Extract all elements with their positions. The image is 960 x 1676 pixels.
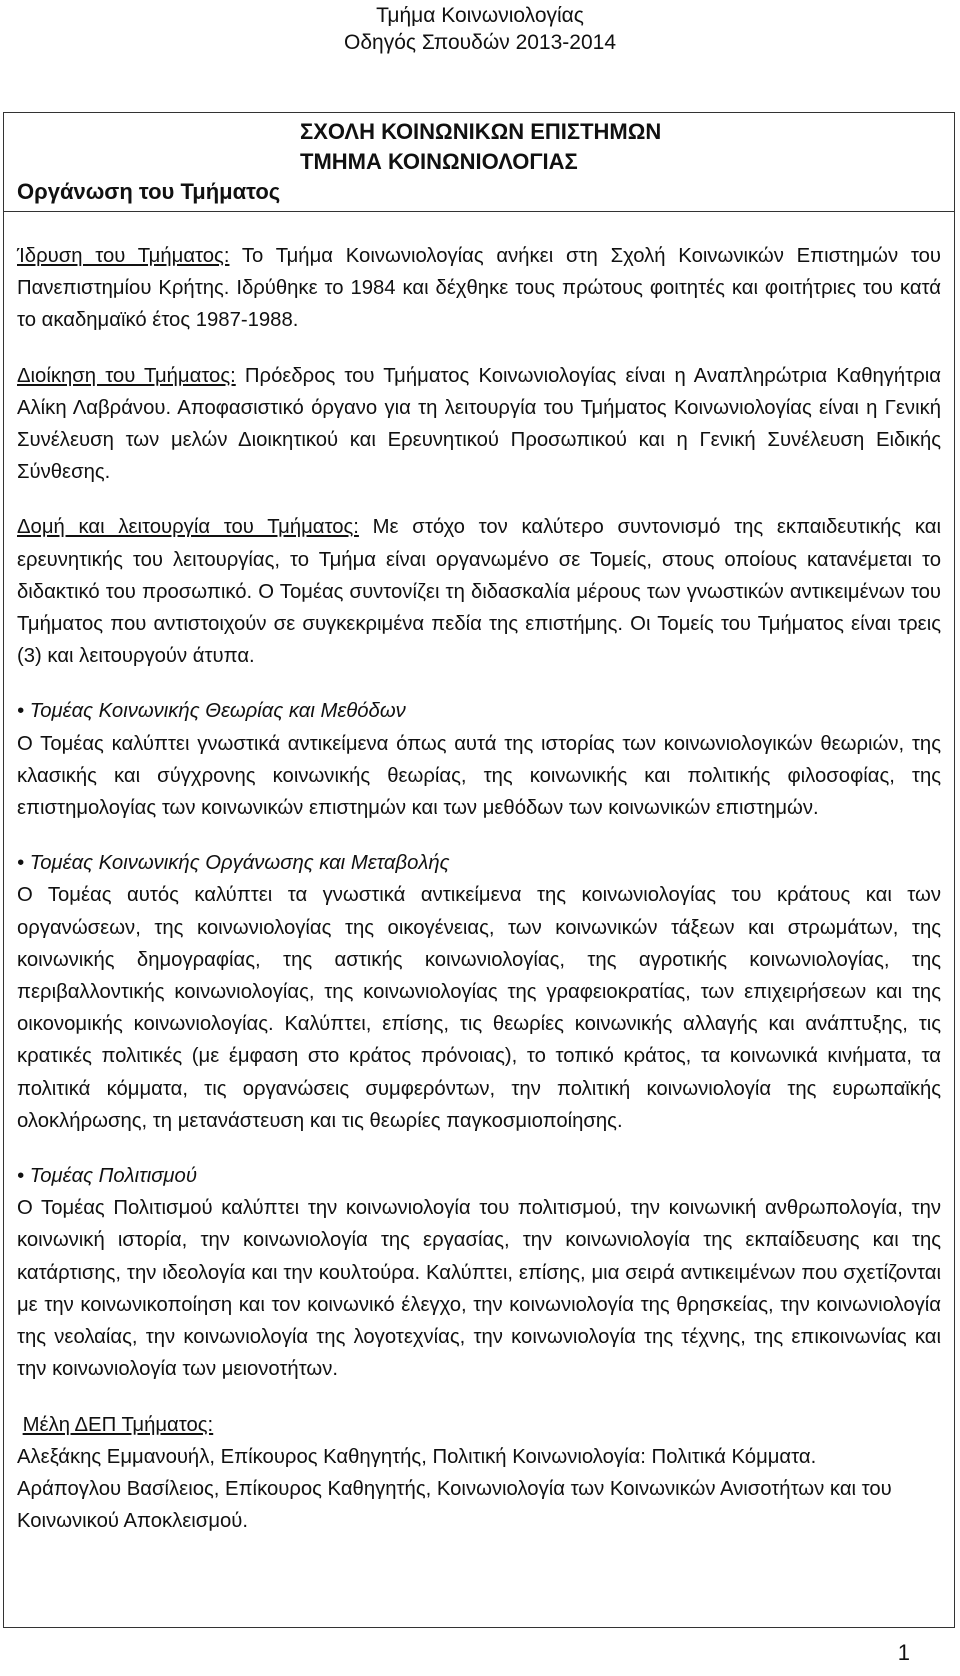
- administration-label: Διοίκηση του Τμήματος:: [17, 364, 236, 387]
- sector-block: [17, 1160, 941, 1385]
- school-name: ΣΧΟΛΗ ΚΟΙΝΩΝΙΚΩΝ ΕΠΙΣΤΗΜΩΝ: [300, 119, 662, 144]
- sector-title: • Τομέας Κοινωνικής Οργάνωσης και Μεταβολής: [17, 852, 450, 875]
- running-header: [0, 0, 960, 56]
- structure-paragraph: [17, 511, 941, 672]
- school-heading: [300, 117, 661, 177]
- body-content: [17, 240, 941, 1537]
- department-name: ΤΜΗΜΑ ΚΟΙΝΩΝΙΟΛΟΓΙΑΣ: [300, 149, 578, 174]
- sector-title: • Τομέας Κοινωνικής Θεωρίας και Μεθόδων: [17, 700, 406, 723]
- sector-text: Ο Τομέας καλύπτει γνωστικά αντικείμενα όπως αυτά της ιστορίας των κοινωνιολογικών θεωριών, της κλασικής και σύγχρονης κοινωνικής θεωρίας, της κοινωνικής και πολιτικής φιλοσοφίας, της επιστημολογίας των κοινωνικών επιστημών και των μεθόδων των κοινωνικών επιστημών.: [17, 732, 941, 820]
- founding-text: Το Τμήμα Κοινωνιολογίας ανήκει στη Σχολή Κοινωνικών Επιστημών του Πανεπιστημίου Κρήτης. Ιδρύθηκε το 1984 και δέχθηκε τους πρώτους φοιτητές και φοιτήτριες του κατά το ακαδημαϊκό έτος 1987-1988.: [17, 245, 941, 332]
- section-title: Οργάνωση του Τμήματος: [17, 179, 281, 204]
- content-frame: [3, 112, 955, 1628]
- sector-block: [17, 695, 941, 824]
- founding-label: Ίδρυση του Τμήματος:: [17, 245, 230, 267]
- member-entry: Αλεξάκης Εμμανουήλ, Επίκουρος Καθηγητής, Πολιτική Κοινωνιολογία: Πολιτικά Κόμματα.: [17, 1445, 817, 1468]
- sector-block: [17, 847, 941, 1137]
- administration-paragraph: [17, 360, 941, 489]
- faculty-members: [17, 1409, 941, 1538]
- administration-text: Πρόεδρος του Τμήματος Κοινωνιολογίας είναι η Αναπληρώτρια Καθηγήτρια Αλίκη Λαβράνου. Αποφασιστικό όργανο για τη λειτουργία του Τμήματος Κοινωνιολογίας είναι η Γενική Συνέλευση των μελών Διοικητικού και Ερευνητικού Προσωπικού και η Γενική Συνέλευση Ειδικής Σύνθεσης.: [17, 364, 941, 484]
- structure-text: Με στόχο τον καλύτερο συντονισμό της εκπαιδευτικής και ερευνητικής του λειτουργίας, το Τμήμα είναι οργανωμένο σε Τομείς, στους οποίους κατανέμεται το διδακτικό του προσωπικό. Ο Τομέας συντονίζει τη διδασκαλία μέρους των γνωστικών αντικειμένων του Τμήματος που αντιστοιχούν σε συγκεκριμένα πεδία της επιστήμης. Οι Τομείς του Τμήματος είναι τρεις (3) και λειτουργούν άτυπα.: [17, 516, 941, 668]
- header-guide-title: Οδηγός Σπουδών 2013-2014: [343, 31, 616, 54]
- page-number: 1: [897, 1640, 910, 1665]
- header-department: Τμήμα Κοινωνιολογίας: [376, 4, 584, 27]
- founding-paragraph: [17, 240, 941, 337]
- sector-text: Ο Τομέας Πολιτισμού καλύπτει την κοινωνιολογία του πολιτισμού, την κοινωνική ανθρωπολογία, την κοινωνική ιστορία, την κοινωνιολογία της εργασίας, την κοινωνιολογία της εκπαίδευσης και της κατάρτισης, την ιδεολογία και την κουλτούρα. Καλύπτει, επίσης, μια σειρά αντικειμένων που σχετίζονται με την κοινωνικοποίηση και τον κοινωνικό έλεγχο, την κοινωνιολογία της θρησκείας, την κοινωνιολογία της νεολαίας, την κοινωνιολογία της λογοτεχνίας, την κοινωνιολογία της τέχνης, της επικοινωνίας και την κοινωνιολογία των μειονοτήτων.: [17, 1197, 941, 1381]
- structure-label: Δομή και λειτουργία του Τμήματος:: [17, 516, 359, 539]
- member-entry: Αράπογλου Βασίλειος, Επίκουρος Καθηγητής, Κοινωνιολογία των Κοινωνικών Ανισοτήτων και του Κοινωνικού Αποκλεισμού.: [17, 1477, 892, 1533]
- members-label: Μέλη ΔΕΠ Τμήματος:: [22, 1413, 214, 1436]
- frame-header: [4, 113, 954, 212]
- sector-text: Ο Τομέας αυτός καλύπτει τα γνωστικά αντικείμενα της κοινωνιολογίας του κράτους και των οργανώσεων, της κοινωνιολογίας της οικογένειας, των κοινωνικών τάξεων και στρωμάτων, της κοινωνικής δημογραφίας, της αστικής κοινωνιολογίας, της αγροτικής κοινωνιολογίας, της περιβαλλοντικής κοινωνιολογίας, της κοινωνιολογίας της γραφειοκρατίας, των επιχειρήσεων και της οικονομικής κοινωνιολογίας. Καλύπτει, επίσης, τις θεωρίες κοινωνικής αλλαγής και ανάπτυξης, τις κρατικές πολιτικές (με έμφαση στο κράτος πρόνοιας), το τοπικό κράτος, τα κοινωνικά κινήματα, τα πολιτικά κόμματα, τις οργανώσεις συμφερόντων, την πολιτική κοινωνιολογία της ευρωπαϊκής ολοκλήρωσης, τη μετανάστευση και τις θεωρίες παγκοσμιοποίησης.: [17, 884, 941, 1132]
- sector-title: • Τομέας Πολιτισμού: [17, 1165, 197, 1188]
